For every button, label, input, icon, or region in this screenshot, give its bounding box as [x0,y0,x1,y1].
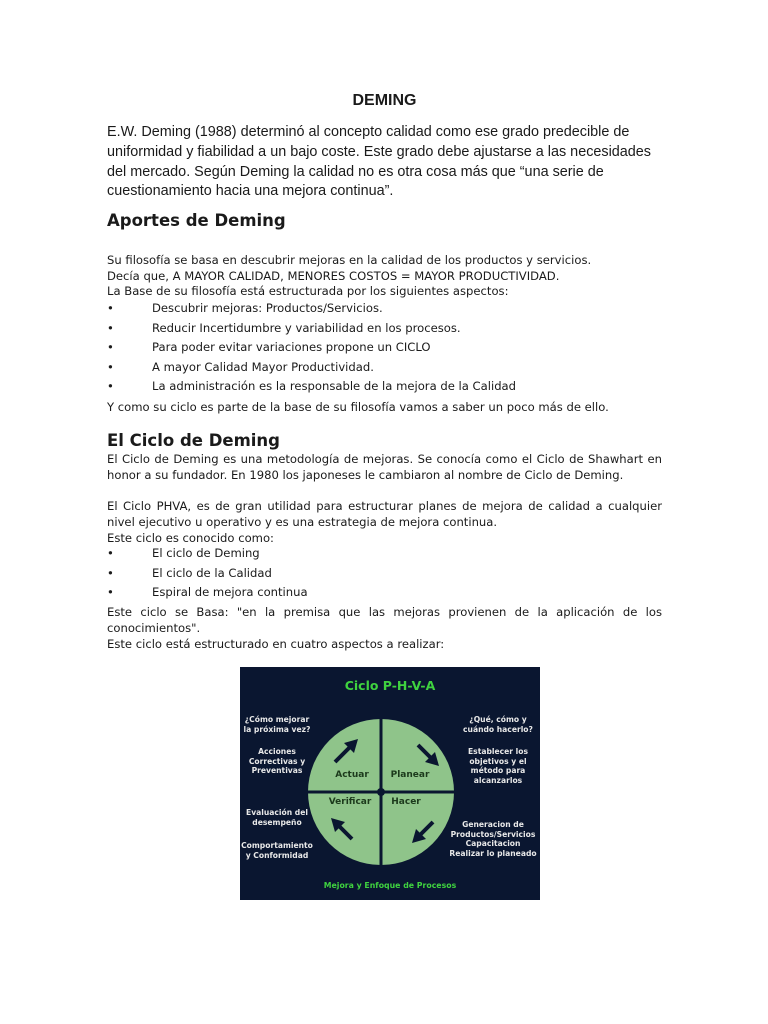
ciclo-structured: Este ciclo está estructurado en cuatro aspectos a realizar: [107,637,445,651]
aportes-paragraph [107,253,662,300]
bullet-icon: • [107,320,114,335]
bullet-icon: • [107,546,114,560]
list-item: • A mayor Calidad Mayor Productividad. [107,358,662,378]
list-item: • La administración es la responsable de la mejora de la Calidad [107,377,662,397]
label-establecer: Establecer los objetivos y el método para alcanzarlos [467,747,529,785]
diagram-title: Ciclo P-H-V-A [344,678,436,693]
quadrant-hacer: Hacer [391,797,421,807]
ciclo-known-as: Este ciclo es conocido como: [107,531,274,545]
list-item: • Para poder evitar variaciones propone un CICLO [107,338,662,358]
bullet-icon: • [107,585,114,600]
bullet-icon: • [107,379,114,394]
label-evaluacion: Evaluación del desempeño [246,808,308,827]
question-right: ¿Qué, cómo y cuándo hacerlo? [463,715,533,734]
cycle-center [377,788,385,796]
ciclo-bullet-list [107,544,662,603]
bullet-icon: • [107,340,114,355]
quadrant-actuar: Actuar [335,770,369,780]
bullet-icon: • [107,301,114,315]
list-item: • Reducir Incertidumbre y variabilidad en los procesos. [107,319,662,339]
list-item: • El ciclo de Deming [107,544,662,564]
aportes-line-2: Decía que, A MAYOR CALIDAD, MENORES COSTOS = MAYOR PRODUCTIVIDAD. [107,268,560,283]
aportes-line-3: La Base de su filosofía está estructurada por los siguientes aspectos: [107,284,509,299]
ciclo-heading: El Ciclo de Deming [107,431,280,450]
aportes-closing: Y como su ciclo es parte de la base de su filosofía vamos a saber un poco más de ello. [107,400,609,414]
ciclo-basis: Este ciclo se Basa: "en la premisa que las mejoras provienen de la aplicación de los conocimientos". [107,605,662,635]
page-title: DEMING [352,92,417,109]
list-item: • Espiral de mejora continua [107,583,662,603]
quadrant-verificar: Verificar [328,797,372,807]
quadrant-planear: Planear [390,770,430,780]
diagram-footer: Mejora y Enfoque de Procesos [323,881,457,890]
question-left: ¿Cómo mejorar la próxima vez? [243,715,311,734]
aportes-heading: Aportes de Deming [107,211,286,230]
bullet-icon: • [107,565,114,580]
aportes-line-1: Su filosofía se basa en descubrir mejoras en la calidad de los productos y servicios. [107,253,592,267]
aportes-bullet-list [107,299,662,397]
ciclo-paragraph-1: El Ciclo de Deming es una metodología de mejoras. Se conocía como el Ciclo de Shawhart en honor a su fundador. En 1980 los japoneses le cambiaron al nombre de Ciclo de Deming. [107,452,662,482]
label-comportamiento: Comportamiento y Conformidad [241,841,313,860]
label-acciones: Acciones Correctivas y Preventivas [248,747,306,776]
list-item: • Descubrir mejoras: Productos/Servicios. [107,299,662,319]
list-item: • El ciclo de la Calidad [107,564,662,584]
intro-paragraph: E.W. Deming (1988) determinó al concepto calidad como ese grado predecible de uniformidad y fiabilidad a un bajo coste. Este grado debe ajustarse a las necesidades del mercado. Según Deming la calidad no es otra cosa más que “una serie de cuestionamiento hacia una mejora continua”. [107,124,651,200]
ciclo-paragraph-2: El Ciclo PHVA, es de gran utilidad para estructurar planes de mejora de calidad a cualquier nivel ejecutivo u operativo y es una estrategia de mejora continua. [107,499,662,529]
label-generacion: Generacion de Productos/Servicios Capacitacion Realizar lo planeado [449,820,537,858]
bullet-icon: • [107,359,114,374]
phva-cycle-diagram [240,667,540,900]
